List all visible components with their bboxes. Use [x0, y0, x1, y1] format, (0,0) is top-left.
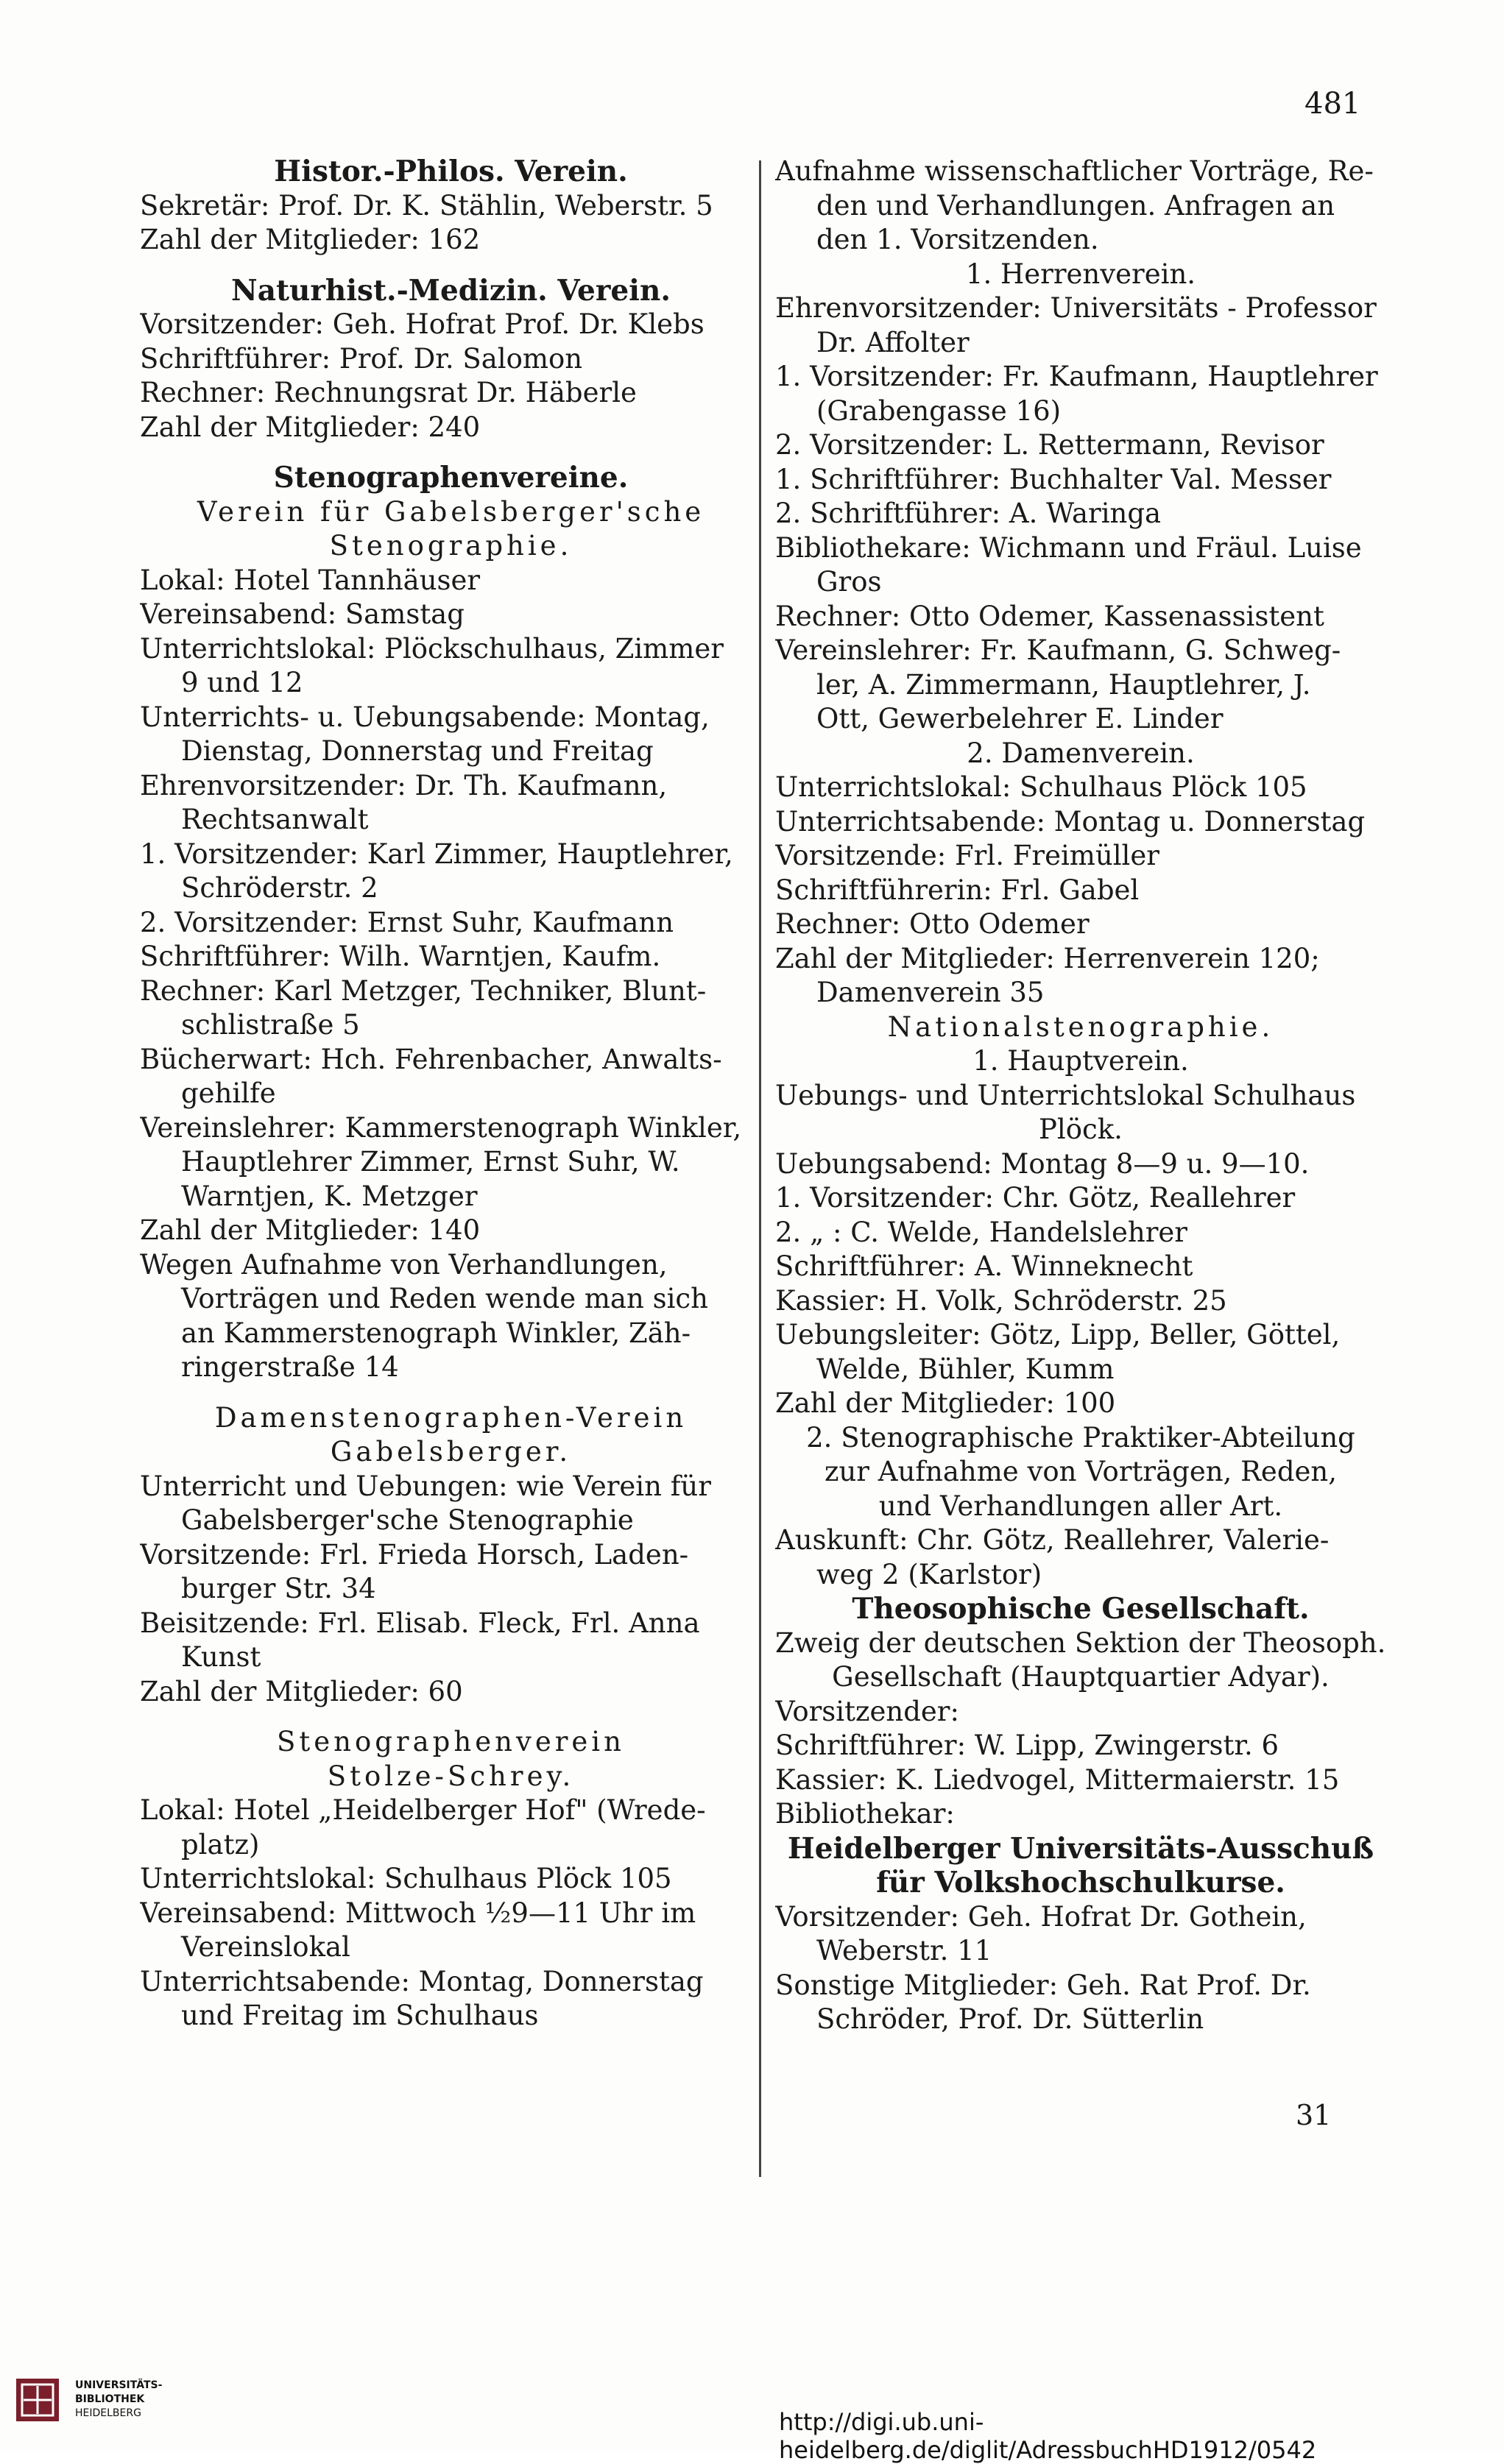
entry-line: Lokal: Hotel Tannhäuser	[140, 564, 481, 596]
entry-line: Zahl der Mitglieder: 240	[140, 411, 481, 443]
entry-line: Kassier: K. Liedvogel, Mittermaierstr. 15	[775, 1763, 1340, 1796]
entry-line: Ehrenvorsitzender: Dr. Th. Kaufmann,	[140, 769, 668, 801]
entry-line: Auskunft: Chr. Götz, Reallehrer, Valerie-	[775, 1524, 1330, 1556]
entry-line: Schriftführer: A. Winneknecht	[775, 1250, 1193, 1282]
entry-line: Vereinslokal	[181, 1931, 350, 1963]
entry-line: 1. Hauptverein.	[972, 1045, 1189, 1077]
entry-line: Kassier: H. Volk, Schröderstr. 25	[775, 1284, 1227, 1317]
entry-line: Vorsitzende: Frl. Frieda Horsch, Laden-	[140, 1538, 689, 1571]
entry-line: Kunst	[181, 1641, 261, 1673]
section-heading: Stenographenvereine.	[273, 461, 629, 495]
entry-line: Schriftführerin: Frl. Gabel	[775, 874, 1140, 906]
entry-line: Bibliothekare: Wichmann und Fräul. Luise	[775, 531, 1362, 564]
entry-line: Zahl der Mitglieder: 140	[140, 1214, 481, 1246]
logo-line-2: BIBLIOTHEK	[75, 2393, 145, 2405]
entry-line: Vorsitzender: Geh. Hofrat Dr. Gothein,	[775, 1900, 1307, 1933]
entry-line: 1. Schriftführer: Buchhalter Val. Messer	[775, 463, 1332, 495]
entry-line: Warntjen, K. Metzger	[181, 1180, 478, 1212]
entry-line: gehilfe	[181, 1077, 276, 1109]
entry-line: Rechner: Otto Odemer	[775, 908, 1090, 940]
entry-line: Plöck.	[1039, 1114, 1123, 1145]
entry-line: und Verhandlungen aller Art.	[878, 1490, 1283, 1522]
entry-line: den 1. Vorsitzenden.	[816, 224, 1099, 255]
entry-line: 1. Vorsitzender: Chr. Götz, Reallehrer	[775, 1182, 1296, 1214]
entry-line: Bücherwart: Hch. Fehrenbacher, Anwalts-	[140, 1043, 722, 1075]
right-column	[775, 155, 1386, 2037]
entry-line: an Kammerstenograph Winkler, Zäh-	[181, 1317, 691, 1349]
entry-line: Vorsitzender:	[775, 1695, 959, 1727]
entry-line: Hauptlehrer Zimmer, Ernst Suhr, W.	[181, 1146, 680, 1178]
entry-line: Verein für Gabelsberger'sche	[197, 495, 705, 528]
entry-line: Schröder, Prof. Dr. Sütterlin	[816, 2003, 1204, 2035]
entry-line: Zahl der Mitglieder: Herrenverein 120;	[775, 942, 1320, 974]
entry-line: Lokal: Hotel „Heidelberger Hof" (Wrede-	[140, 1794, 706, 1826]
source-url[interactable]: http://digi.ub.uni-heidelberg.de/diglit/AdressbuchHD1912/0542	[779, 2408, 1317, 2464]
entry-line: Welde, Bühler, Kumm	[816, 1353, 1115, 1385]
entry-line: Bibliothekar:	[775, 1798, 955, 1830]
entry-line: Sonstige Mitglieder: Geh. Rat Prof. Dr.	[775, 1969, 1311, 2001]
entry-line: ringerstraße 14	[181, 1351, 399, 1383]
entry-line: Damenstenographen-Verein	[214, 1401, 688, 1434]
entry-line: Sekretär: Prof. Dr. K. Stählin, Weberstr. 5	[140, 189, 713, 222]
page-number: 481	[1304, 87, 1361, 121]
entry-line: Wegen Aufnahme von Verhandlungen,	[140, 1248, 668, 1281]
entry-line: ler, A. Zimmermann, Hauptlehrer, J.	[816, 668, 1311, 701]
entry-line: 2. Stenographische Praktiker-Abteilung	[806, 1421, 1355, 1454]
library-logo	[15, 2376, 191, 2436]
entry-line: Uebungs- und Unterrichtslokal Schulhaus	[775, 1079, 1356, 1111]
entry-line: 2. Damenverein.	[967, 737, 1195, 769]
entry-line: Weberstr. 11	[816, 1935, 992, 1966]
entry-line: 2. Schriftführer: A. Waringa	[775, 498, 1162, 529]
entry-line: (Grabengasse 16)	[816, 394, 1062, 427]
entry-line: Vereinslehrer: Fr. Kaufmann, G. Schweg-	[775, 634, 1341, 666]
entry-line: Rechner: Karl Metzger, Techniker, Blunt-	[140, 974, 707, 1007]
entry-line: Schröderstr. 2	[181, 872, 378, 904]
entry-line: weg 2 (Karlstor)	[816, 1558, 1042, 1590]
entry-line: Unterricht und Uebungen: wie Verein für	[140, 1470, 711, 1502]
entry-line: Stenographie.	[329, 530, 573, 562]
entry-line: Zahl der Mitglieder: 60	[140, 1675, 463, 1707]
entry-line: Vorträgen und Reden wende man sich	[181, 1283, 708, 1314]
spacer	[140, 1385, 762, 1401]
entry-line: Dienstag, Donnerstag und Freitag	[181, 735, 654, 767]
entry-line: Gabelsberger'sche Stenographie	[181, 1504, 634, 1536]
entry-line: Unterrichtsabende: Montag u. Donnerstag	[775, 805, 1366, 838]
entry-line: Schriftführer: Prof. Dr. Salomon	[140, 342, 583, 375]
entry-line: Rechtsanwalt	[181, 804, 369, 835]
entry-line: Aufnahme wissenschaftlicher Vorträge, Re-	[775, 155, 1374, 187]
entry-line: Gesellschaft (Hauptquartier Adyar).	[832, 1661, 1330, 1693]
entry-line: platz)	[181, 1828, 260, 1861]
entry-line: Schriftführer: Wilh. Warntjen, Kaufm.	[140, 941, 661, 972]
entry-line: Stolze-Schrey.	[327, 1760, 575, 1792]
logo-line-3: HEIDELBERG	[75, 2407, 141, 2419]
entry-line: 1. Herrenverein.	[965, 258, 1196, 290]
entry-line: zur Aufnahme von Vorträgen, Reden,	[824, 1456, 1337, 1487]
entry-line: Unterrichtslokal: Plöckschulhaus, Zimmer	[140, 632, 724, 665]
entry-line: 1. Vorsitzender: Fr. Kaufmann, Hauptlehrer	[775, 361, 1378, 392]
entry-line: und Freitag im Schulhaus	[181, 2000, 539, 2031]
entry-line: Zahl der Mitglieder: 100	[775, 1387, 1116, 1419]
entry-line: Zweig der deutschen Sektion der Theosoph.	[775, 1626, 1386, 1659]
entry-line: Ott, Gewerbelehrer E. Linder	[816, 703, 1224, 734]
library-name	[75, 2379, 162, 2421]
entry-line: Uebungsabend: Montag 8—9 u. 9—10.	[775, 1147, 1310, 1180]
entry-line: Schriftführer: W. Lipp, Zwingerstr. 6	[775, 1730, 1279, 1761]
entry-line: Ehrenvorsitzender: Universitäts - Professor	[775, 292, 1377, 324]
entry-line: Stenographenverein	[277, 1726, 625, 1757]
left-column	[140, 155, 762, 2033]
column-divider	[759, 160, 761, 2177]
entry-line: Unterrichtslokal: Schulhaus Plöck 105	[140, 1863, 672, 1894]
entry-line: 2. „ : C. Welde, Handelslehrer	[775, 1216, 1187, 1248]
spacer	[140, 258, 762, 274]
entry-line: 2. Vorsitzender: L. Rettermann, Revisor	[775, 429, 1324, 461]
entry-line: schlistraße 5	[181, 1009, 360, 1041]
entry-line: 1. Vorsitzender: Karl Zimmer, Hauptlehrer,	[140, 838, 733, 870]
entry-line: Zahl der Mitglieder: 162	[140, 224, 481, 255]
entry-line: Gabelsberger.	[330, 1436, 572, 1468]
library-seal-icon	[15, 2377, 60, 2423]
entry-line: 9 und 12	[181, 667, 303, 698]
logo-line-1: UNIVERSITÄTS-	[75, 2379, 163, 2391]
entry-line: Gros	[816, 566, 882, 598]
section-heading: Histor.-Philos. Verein.	[274, 155, 628, 188]
section-heading: Theosophische Gesellschaft.	[852, 1592, 1310, 1626]
entry-line: Unterrichtslokal: Schulhaus Plöck 105	[775, 771, 1307, 803]
entry-line: Uebungsleiter: Götz, Lipp, Beller, Göttel,	[775, 1319, 1341, 1350]
entry-line: Nationalstenographie.	[887, 1010, 1274, 1043]
entry-line: Unterrichts- u. Uebungsabende: Montag,	[140, 701, 710, 733]
entry-line: Rechner: Otto Odemer, Kassenassistent	[775, 600, 1324, 632]
spacer	[140, 1709, 762, 1725]
entry-line: Vereinsabend: Mittwoch ½9—11 Uhr im	[140, 1897, 696, 1929]
entry-line: Vorsitzende: Frl. Freimüller	[775, 840, 1159, 871]
entry-line: Rechner: Rechnungsrat Dr. Häberle	[140, 377, 637, 408]
entry-line: Vereinslehrer: Kammerstenograph Winkler,	[140, 1111, 742, 1144]
entry-line: Damenverein 35	[816, 977, 1045, 1008]
entry-line: Beisitzende: Frl. Elisab. Fleck, Frl. Anna	[140, 1607, 700, 1639]
entry-line: 2. Vorsitzender: Ernst Suhr, Kaufmann	[140, 906, 674, 938]
section-heading: Heidelberger Universitäts-Ausschuß	[787, 1831, 1374, 1866]
entry-line: Vereinsabend: Samstag	[140, 598, 465, 630]
signature-mark: 31	[1296, 2099, 1332, 2131]
section-heading: für Volkshochschulkurse.	[876, 1866, 1285, 1900]
spacer	[140, 445, 762, 461]
entry-line: Dr. Affolter	[816, 326, 970, 358]
entry-line: burger Str. 34	[181, 1573, 376, 1604]
entry-line: Vorsitzender: Geh. Hofrat Prof. Dr. Klebs	[140, 308, 705, 340]
section-heading: Naturhist.-Medizin. Verein.	[231, 273, 671, 308]
entry-line: den und Verhandlungen. Anfragen an	[816, 189, 1335, 222]
entry-line: Unterrichtsabende: Montag, Donnerstag	[140, 1965, 704, 1997]
